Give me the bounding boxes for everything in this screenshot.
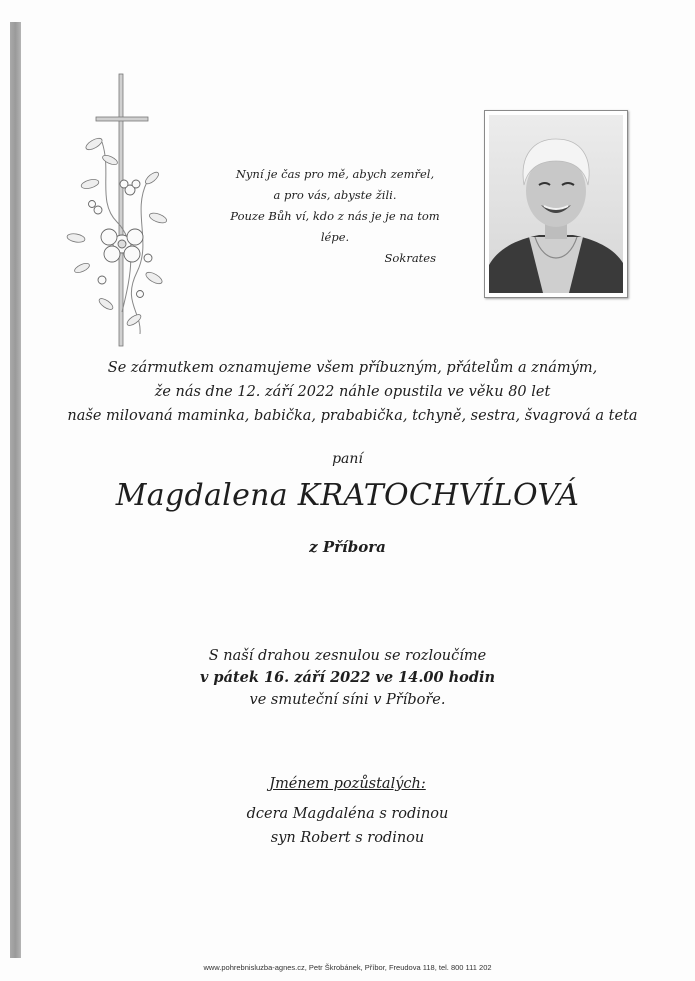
- ceremony-place: ve smuteční síni v Příboře.: [249, 692, 446, 708]
- photo-frame: [484, 110, 628, 298]
- mourner-name: dcera Magdaléna s rodinou: [246, 806, 449, 822]
- deceased-title: paní: [332, 451, 363, 467]
- announcement-line: naše milovaná maminka, babička, prababička, tchyně, sestra, švagrová a teta: [67, 408, 638, 424]
- announcement-line: že nás dne 12. září 2022 náhle opustila ve věku 80 let: [154, 384, 551, 400]
- ceremony-date: v pátek 16. září 2022 ve 14.00 hodin: [199, 669, 496, 686]
- announcement: [40, 356, 665, 428]
- deceased-name: Magdalena KRATOCHVÍLOVÁ: [115, 478, 580, 513]
- quote-line: lépe.: [320, 230, 350, 244]
- mourners-heading: Jménem pozůstalých:: [269, 776, 426, 792]
- quote-line: a pro vás, abyste žili.: [273, 188, 397, 202]
- mourner-name: syn Robert s rodinou: [270, 830, 425, 846]
- ceremony-info: [0, 645, 695, 711]
- cross-with-flowers-icon: [62, 72, 182, 354]
- announcement-line: Se zármutkem oznamujeme všem příbuzným, přátelům a známým,: [107, 360, 598, 376]
- quote-author: Sokrates: [384, 251, 436, 265]
- quote-line: Pouze Bůh ví, kdo z nás je je na tom: [230, 209, 440, 223]
- ceremony-line: S naší drahou zesnulou se rozloučíme: [208, 648, 487, 664]
- quote: [210, 164, 460, 269]
- quote-line: Nyní je čas pro mě, abych zemřel,: [235, 167, 435, 181]
- mourners: [0, 772, 695, 850]
- portrait-photo: [489, 115, 623, 293]
- footer-contact: www.pohrebnisluzba-agnes.cz, Petr Škrobánek, Příbor, Freudova 118, tel. 800 111 202: [203, 963, 492, 972]
- deceased-origin: z Příbora: [309, 538, 386, 556]
